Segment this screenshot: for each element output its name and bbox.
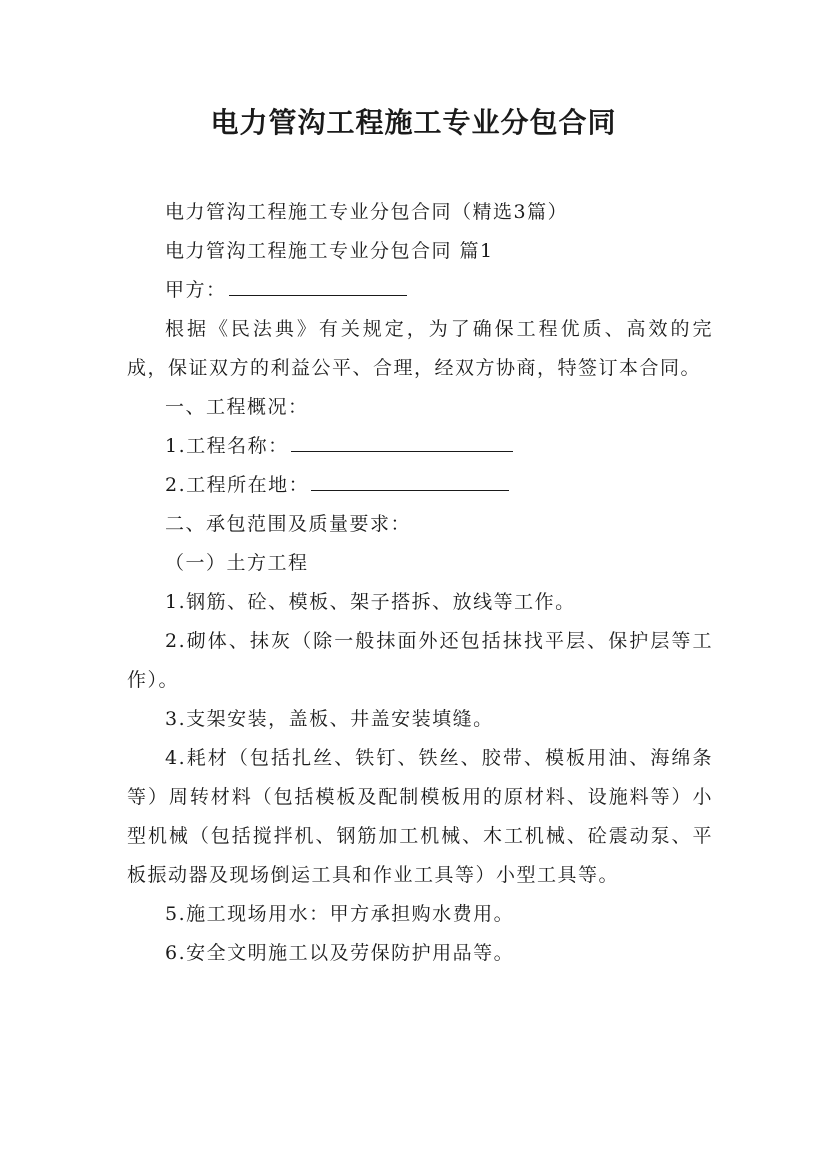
- paragraph-earthwork-heading: （一）土方工程: [165, 552, 309, 574]
- project-location-blank-line: [311, 466, 509, 491]
- project-location-label: 2.工程所在地：: [165, 474, 310, 496]
- paragraph-project-location: [127, 466, 713, 505]
- project-name-blank-line: [291, 427, 513, 452]
- paragraph-item-1: 1.钢筋、砼、模板、架子搭拆、放线等工作。: [165, 591, 576, 613]
- paragraph-section-heading: 电力管沟工程施工专业分包合同 篇1: [165, 240, 494, 262]
- paragraph-item-4: 4.耗材（包括扎丝、铁钉、铁丝、胶带、模板用油、海绵条等）周转材料（包括模板及配制模板用的原材料、设施料等）小型机械（包括搅拌机、钢筋加工机械、木工机械、砼震动泵、平板振动器及现场倒运工具和作业工具等）小型工具等。: [127, 747, 713, 886]
- document-body: [127, 193, 713, 973]
- document-title: 电力管沟工程施工专业分包合同: [210, 106, 617, 139]
- paragraph-project-name: [127, 427, 713, 466]
- paragraph-party-a: [127, 271, 713, 310]
- party-a-blank-line: [229, 271, 407, 296]
- paragraph-scope-heading: 二、承包范围及质量要求：: [165, 513, 412, 535]
- paragraph-subtitle: 电力管沟工程施工专业分包合同（精选3篇）: [165, 201, 569, 223]
- paragraph-item-2: 2.砌体、抹灰（除一般抹面外还包括抹找平层、保护层等工作）。: [127, 630, 713, 691]
- paragraph-item-5: 5.施工现场用水：甲方承担购水费用。: [165, 903, 515, 925]
- project-name-label: 1.工程名称：: [165, 435, 289, 457]
- paragraph-item-6: 6.安全文明施工以及劳保防护用品等。: [165, 942, 515, 964]
- paragraph-item-3: 3.支架安装，盖板、井盖安装填缝。: [165, 708, 494, 730]
- paragraph-overview-heading: 一、工程概况：: [165, 396, 309, 418]
- paragraph-preamble: 根据《民法典》有关规定，为了确保工程优质、高效的完成，保证双方的利益公平、合理，经双方协商，特签订本合同。: [127, 318, 713, 379]
- party-a-label: 甲方：: [165, 279, 227, 301]
